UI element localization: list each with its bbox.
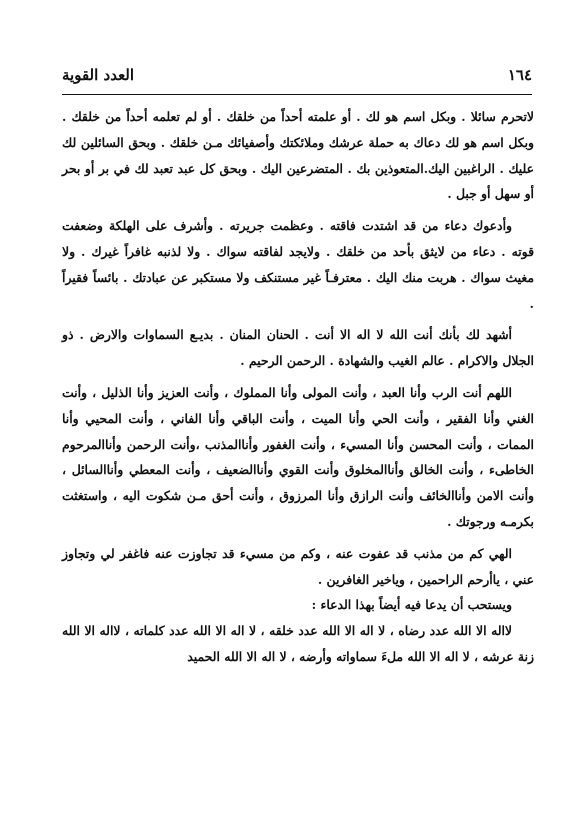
page-body [62, 104, 534, 670]
header-rule [62, 94, 532, 95]
paragraph: لاتحرم سائلا . وبكل اسم هو لك . أو علمته أحداً من خلقك . أو لم تعلمه أحداً من خلقك . وبكل اسم هو لك دعاك به حملة عرشك وملائكتك وأصفيائك مـن خلقك . وبحق السائلين لك عليك . الراغبين اليك.المتعوذين بك . المتضرعين اليك . وبحق كل عبد تعبد لك في بر أو بحر أو سهل أو جبل . [62, 109, 534, 202]
paragraph: الهي كم من مذنب قد عفوت عنه ، وكم من مسيء قد تجاوزت عنه فاغفر لي وتجاوز عني ، ياأرحم الراحمين ، وياخير الغافرين . [62, 545, 534, 587]
paragraph: أشهد لك بأنك أنت الله لا اله الا أنت . الحنان المنان . بديـع السماوات والارض . ذو الجلال والاكرام . عالم الغيب والشهادة . الرحمن الرحيم . [62, 327, 534, 369]
page-header [62, 66, 532, 90]
page-number: ١٦٤ [507, 66, 532, 84]
paragraph: ويستحب أن يدعا فيه أيضاً بهذا الدعاء : [311, 597, 512, 613]
paragraph: لااله الا الله عدد رضاه ، لا اله الا الله عدد خلقه ، لا اله الا الله عدد كلماته ، لااله الا الله زنة عرشه ، لا اله الا الله ملءَ سماواته وأرضه ، لا اله الا الله الحميد [62, 623, 534, 664]
running-title: العدد القوية [62, 66, 135, 84]
paragraph: وأدعوك دعاء من قد اشتدت فاقته . وعظمت جريرته . وأشرف على الهلكة وضعفت قوته . دعاء من لايثق بأحد من خلقك . ولايجد لفاقته سواك . ولا لذنبه غافراً غيرك . ولا مغيث سواك . هربت منك اليك . معترفـاً غير مستنكف ولا مستكبر عن عبادتك . بائساً فقيراً . [62, 218, 534, 311]
paragraph: اللهم أنت الرب وأنا العبد ، وأنت المولى وأنا المملوك ، وأنت العزيز وأنا الذليل ، وأنت الغني وأنا الفقير ، وأنت الحي وأنا الميت ، وأنت الباقي وأنا الفاني ، وأنت المحيي وأنا الممات ، وأنت المحسن وأنا المسيء ، وأنت الغفور وأناالمذنب ،وأنت الرحمن وأناالمرحوم الخاطىء ، وأنت الخالق وأناالمخلوق وأنت القوي وأناالضعيف ، وأنت المعطي وأناالسائل ، وأنت الامن وأناالخائف وأنت الرازق وأنا المرزوق ، وأنت أحق مـن شكوت اليه ، واستغثت بكرمـه ورجوتك . [62, 384, 534, 529]
